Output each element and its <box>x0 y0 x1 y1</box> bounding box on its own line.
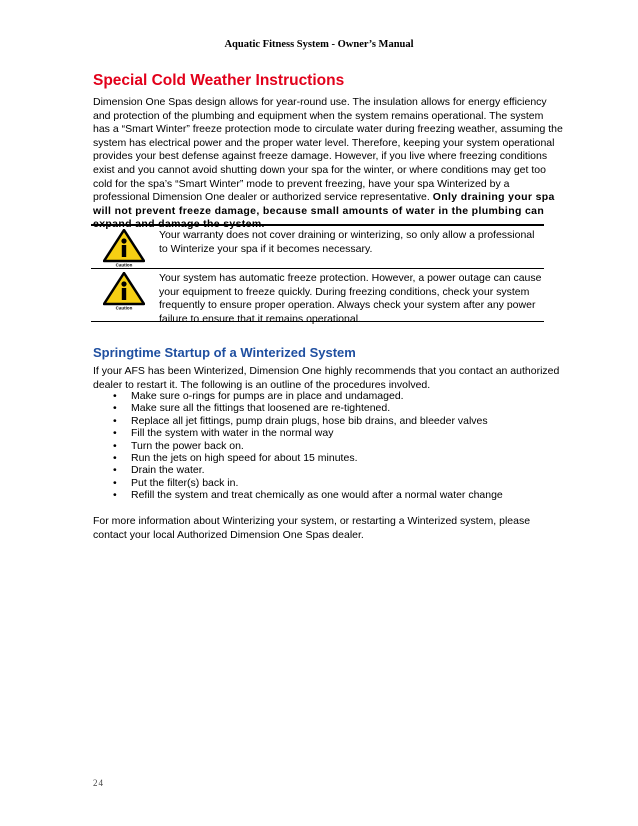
bullet: • <box>113 439 117 452</box>
list-item: • Make sure all the fittings that loosened are re-tightened. <box>113 402 391 415</box>
bullet: • <box>113 476 117 489</box>
springtime-outro: For more information about Winterizing your system, or restarting a Winterized system, please contact your local Authorized Dimension One Spas dealer. <box>93 515 531 541</box>
caution-icon-label: Caution <box>115 305 133 310</box>
springtime-intro: If your AFS has been Winterized, Dimension One highly recommends that you contact an authorized dealer to restart it. The following is an outline of the procedures involved. <box>93 365 560 391</box>
caution-icon-cell <box>91 269 159 321</box>
cold-weather-warning: Only draining your spa will not prevent freeze damage, because small amounts of water in the plumbing can expand and damage the system. <box>93 191 555 231</box>
list-item: • Turn the power back on. <box>113 439 244 452</box>
caution-row <box>91 269 544 325</box>
caution-text: Your warranty does not cover draining or winterizing, so only allow a professional to Winterize your spa if it becomes necessary. <box>159 229 535 255</box>
cold-weather-paragraph <box>93 96 563 232</box>
bullet: • <box>113 489 117 502</box>
bullet: • <box>113 414 117 427</box>
section-title-cold-weather: Special Cold Weather Instructions <box>93 72 345 89</box>
bullet: • <box>113 464 117 477</box>
caution-icon-cell <box>91 226 159 268</box>
caution-icon-label: Caution <box>115 262 133 267</box>
bullet: • <box>113 390 117 402</box>
list-item: • Drain the water. <box>113 464 205 477</box>
caution-icon <box>103 272 145 310</box>
list-item: • Fill the system with water in the normal way <box>113 427 334 440</box>
list-item: • Put the filter(s) back in. <box>113 476 239 489</box>
cold-weather-body: Dimension One Spas design allows for year-round use. The insulation allows for energy efficiency and protection of the plumbing and equipment when the system remains operational. The system has a “Smart Winter” freeze protection mode to circulate water during freezing weather, assuming the system has electrical power and the proper water level. Therefore, keeping your system operational provides your best defense against freeze damage. However, if you live where freezing conditions exist and you cannot avoid shutting down your spa for the winter, or where conditions may get too cold for the spa’s “Smart Winter” mode to prevent freezing, have your spa Winterized by a professional Dimension One dealer or authorized service representative. <box>93 96 563 204</box>
caution-icon <box>103 229 145 267</box>
list-item: • Replace all jet fittings, pump drain plugs, hose bib drains, and bleeder valves <box>113 414 488 427</box>
list-item: • Refill the system and treat chemically as one would after a normal water change <box>113 489 503 502</box>
page-header: Aquatic Fitness System - Owner’s Manual <box>224 39 414 50</box>
list-item: • Make sure o-rings for pumps are in place and undamaged. <box>113 390 404 402</box>
bullet: • <box>113 427 117 440</box>
list-item: • Run the jets on high speed for about 15 minutes. <box>113 452 358 465</box>
caution-table <box>91 224 544 325</box>
bullet: • <box>113 452 117 465</box>
bullet: • <box>113 402 117 415</box>
caution-text: Your system has automatic freeze protection. However, a power outage can cause your equipment to freeze quickly. During freezing conditions, check your system frequently to ensure proper operation. Always check your system after any power failure to ensure that it remains operational. <box>159 272 542 325</box>
startup-steps-list <box>93 390 563 502</box>
caution-row <box>91 224 544 269</box>
section-title-springtime: Springtime Startup of a Winterized System <box>93 345 356 360</box>
page-number: 24 <box>93 778 104 788</box>
